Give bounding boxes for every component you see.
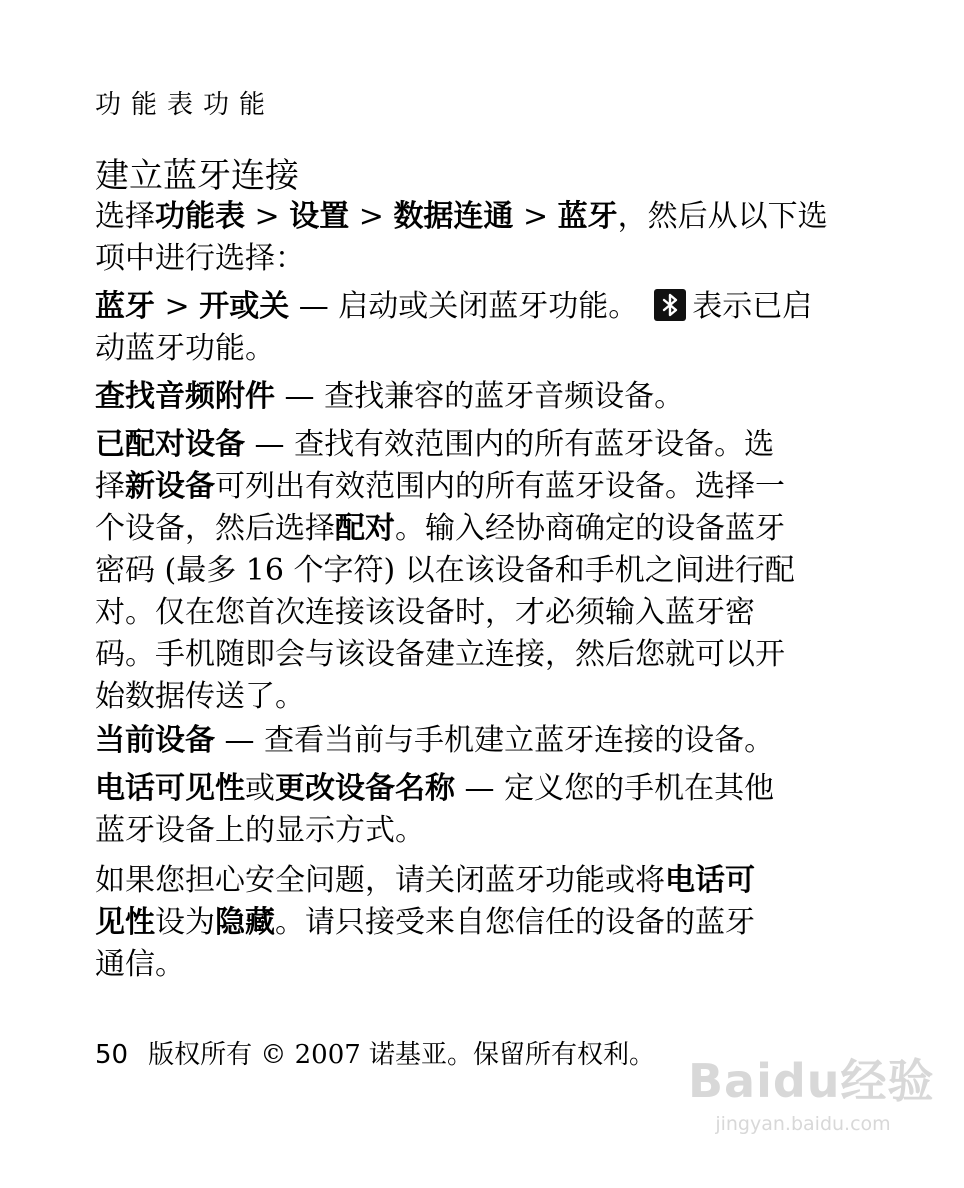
bluetooth-icon [654,289,686,321]
text-line: 个设备，然后选择配对。输入经协商确定的设备蓝牙 [95,511,785,546]
text-line: 码。手机随即会与该设备建立连接，然后您就可以开 [95,637,785,672]
text-line: 电话可见性或更改设备名称 — 定义您的手机在其他 [95,771,775,806]
page-title: 建立蓝牙连接 [95,156,299,196]
text-line: 蓝牙设备上的显示方式。 [95,813,425,848]
paragraph-visibility [95,768,835,852]
baidu-watermark [688,1045,935,1160]
text-line: 动蓝牙功能。 [95,331,275,366]
paragraph-security-note [95,860,835,986]
text-line: 对。仅在您首次连接该设备时，才必须输入蓝牙密 [95,595,755,630]
text-line: 查找音频附件 — 查找兼容的蓝牙音频设备。 [95,379,685,414]
page-number: 50 [95,1040,129,1070]
text-line: 项中进行选择： [95,241,305,276]
paragraph-bluetooth-toggle [95,286,835,370]
text-line: 择新设备可列出有效范围内的所有蓝牙设备。选择一 [95,469,785,504]
text-line: 始数据传送了。 [95,679,305,714]
text-line: 当前设备 — 查看当前与手机建立蓝牙连接的设备。 [95,723,775,758]
copyright-text: 版权所有 © 2007 诺基亚。保留所有权利。 [148,1040,656,1070]
text-line: 已配对设备 — 查找有效范围内的所有蓝牙设备。选 [95,427,775,462]
paragraph-current-device [95,720,835,762]
text-line: 如果您担心安全问题，请关闭蓝牙功能或将电话可 [95,863,755,898]
watermark-url: jingyan.baidu.com [715,1113,891,1135]
watermark-logo: Baidu经验 [688,1054,935,1108]
text-line: 蓝牙 > 开或关 — 启动或关闭蓝牙功能。 表示已启 [95,289,813,324]
paragraph-menu-path [95,196,835,280]
text-line: 密码 (最多 16 个字符) 以在该设备和手机之间进行配 [95,553,795,588]
paragraph-paired-devices [95,424,835,718]
text-line: 通信。 [95,947,185,982]
text-line: 见性设为隐藏。请只接受来自您信任的设备的蓝牙 [95,905,755,940]
section-header: 功能表功能 [95,90,276,120]
text-line: 选择功能表 > 设置 > 数据连通 > 蓝牙，然后从以下选 [95,199,828,234]
page-footer [95,1034,655,1071]
paragraph-audio-accessory [95,376,835,418]
